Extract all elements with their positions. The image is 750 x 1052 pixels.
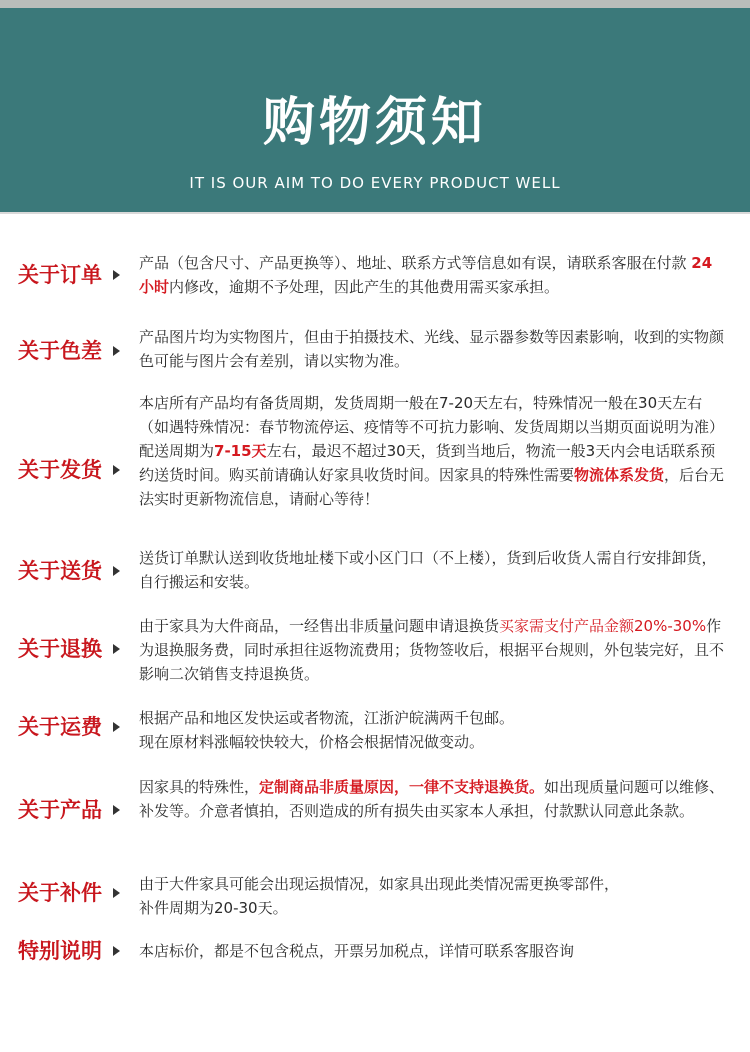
section-label-product: 关于产品 [18, 798, 102, 822]
arrow-right-icon [113, 644, 120, 654]
section-label-parts: 关于补件 [18, 881, 102, 905]
section-label-delivery: 关于送货 [18, 559, 102, 583]
top-border-strip [0, 0, 750, 8]
highlight-custom-no-return: 定制商品非质量原因，一律不支持退换货。 [259, 778, 545, 796]
section-text-parts: 由于大件家具可能会出现运损情况，如家具出现此类情况需更换零部件， 补件周期为20-30天。 [139, 875, 620, 917]
highlight-delivery-days: 7-15天 [214, 442, 267, 460]
section-text-order: 产品（包含尺寸、产品更换等）、地址、联系方式等信息如有误，请联系客服在付款 24 小时内修改，逾期不予处理，因此产生的其他费用需买家承担。 [139, 254, 713, 296]
highlight-24h: 24 小时 [139, 254, 713, 296]
section-label-freight: 关于运费 [18, 715, 102, 739]
section-text-shipping: 本店所有产品均有备货周期，发货周期一般在7-20天左右，特殊情况一般在30天左右（如遇特殊情况：春节物流停运、疫情等不可抗力影响、发货周期以当期页面说明为准）配送周期为7-15天左右，最迟不超过30天，货到当地后，物流一般3天内会电话联系预约送货时间。购买前请确认好家具收货时间。因家具的特殊性需要物流体系发货，后台无法实时更新物流信息，请耐心等待！ [139, 394, 725, 508]
section-text-special: 本店标价，都是不包含税点，开票另加税点，详情可联系客服咨询 [139, 942, 575, 960]
section-label-color: 关于色差 [18, 339, 102, 363]
section-text-delivery: 送货订单默认送到收货地址楼下或小区门口（不上楼），货到后收货人需自行安排卸货，自行搬运和安装。 [139, 549, 717, 591]
section-label-shipping: 关于发货 [18, 458, 102, 482]
section-text-product: 因家具的特殊性，定制商品非质量原因，一律不支持退换货。如出现质量问题可以维修、补发等。介意者慎拍，否则造成的所有损失由买家本人承担，付款默认同意此条款。 [139, 778, 725, 820]
section-label-special: 特别说明 [18, 939, 102, 963]
header-banner [0, 8, 750, 212]
page-subtitle: IT IS OUR AIM TO DO EVERY PRODUCT WELL [189, 174, 561, 192]
arrow-right-icon [113, 946, 120, 956]
section-text-returns: 由于家具为大件商品，一经售出非质量问题申请退换货买家需支付产品金额20%-30%作为退换服务费，同时承担往返物流费用；货物签收后，根据平台规则，外包装完好，且不影响二次销售支持退换货。 [139, 617, 725, 683]
arrow-right-icon [113, 805, 120, 815]
page-title: 购物须知 [262, 93, 487, 153]
section-text-color: 产品图片均为实物图片，但由于拍摄技术、光线、显示器参数等因素影响，收到的实物颜色可能与图片会有差别，请以实物为准。 [139, 328, 725, 370]
section-label-order: 关于订单 [18, 263, 102, 287]
arrow-right-icon [113, 465, 120, 475]
arrow-right-icon [113, 566, 120, 576]
highlight-logistics: 物流体系发货 [574, 466, 665, 484]
section-label-returns: 关于退换 [18, 637, 102, 661]
arrow-right-icon [113, 722, 120, 732]
arrow-right-icon [113, 346, 120, 356]
arrow-right-icon [113, 270, 120, 280]
section-text-freight: 根据产品和地区发快运或者物流，江浙沪皖满两千包邮。 现在原材料涨幅较快较大，价格会根据情况做变动。 [139, 709, 515, 751]
header-divider [0, 212, 750, 214]
highlight-return-fee: 买家需支付产品金额20%-30% [499, 617, 707, 635]
arrow-right-icon [113, 888, 120, 898]
